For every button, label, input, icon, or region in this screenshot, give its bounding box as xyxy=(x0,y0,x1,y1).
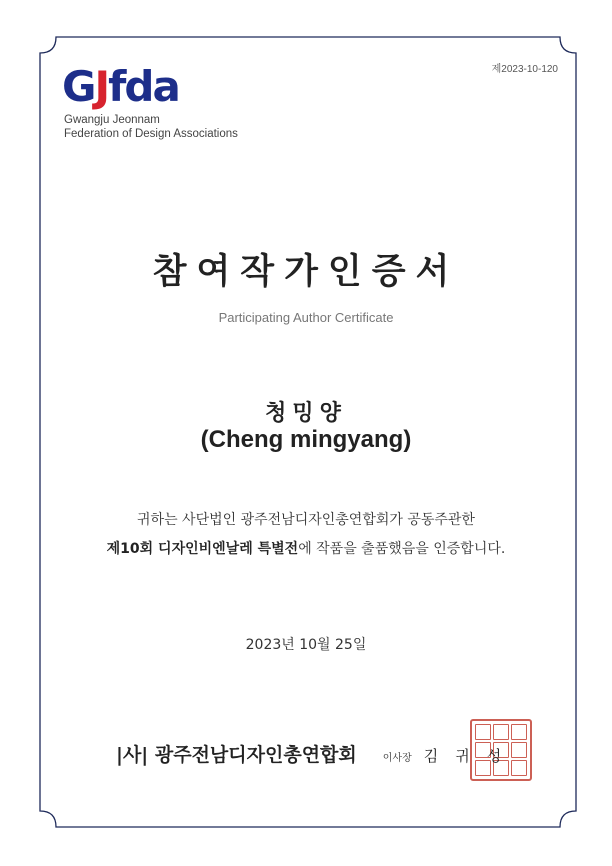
recipient-name-english: (Cheng mingyang) xyxy=(200,426,412,453)
signer-organization xyxy=(116,740,357,767)
recipient-name-korean: 청밍양 xyxy=(265,401,347,426)
signer-name: 김귀성 xyxy=(423,747,519,765)
body-line2 xyxy=(0,535,612,564)
org-en-line2: Federation of Design Associations xyxy=(64,128,238,140)
certificate-body xyxy=(0,506,612,564)
body-line1: 귀하는 사단법인 광주전남디자인총연합회가 공동주관한 xyxy=(137,512,475,528)
organization-name-english xyxy=(64,113,238,141)
gjfda-logo: GJfda xyxy=(62,62,179,111)
org-prefix: |사| xyxy=(116,744,149,766)
signer-role: 이사장 xyxy=(382,753,412,764)
certificate-title-korean: 참여작가인증서 xyxy=(152,252,460,292)
issue-date: 2023년 10월 25일 xyxy=(245,637,367,653)
org-name-korean: 광주전남디자인총연합회 xyxy=(154,744,357,766)
exhibition-name: 제10회 디자인비엔날레 특별전 xyxy=(106,541,299,557)
signer-block xyxy=(116,740,518,767)
body-line2-rest: 에 작품을 출품했음을 인증합니다. xyxy=(298,541,506,557)
org-en-line1: Gwangju Jeonnam xyxy=(64,114,160,126)
certificate-title-english: Participating Author Certificate xyxy=(218,310,394,325)
certificate-number: 제2023-10-120 xyxy=(491,64,558,75)
